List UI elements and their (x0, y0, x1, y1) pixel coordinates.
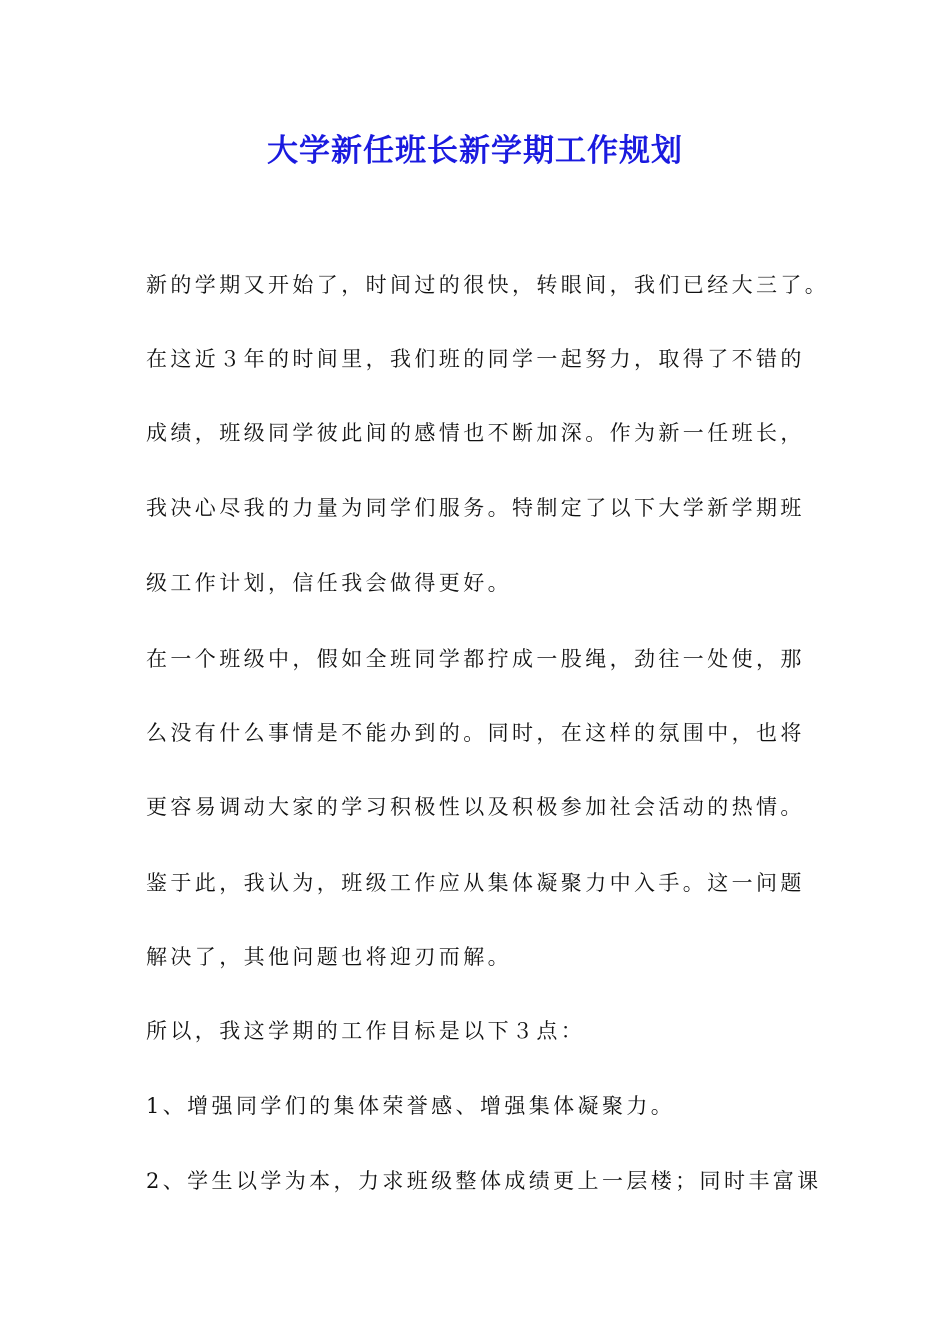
paragraph-line: 所以，我这学期的工作目标是以下３点： (146, 1019, 586, 1043)
list-item: 2、学生以学为本，力求班级整体成绩更上一层楼；同时丰富课 (146, 1169, 822, 1193)
list-item: 1、增强同学们的集体荣誉感、增强集体凝聚力。 (146, 1094, 676, 1118)
paragraph-line: 新的学期又开始了，时间过的很快，转眼间，我们已经大三了。 (146, 273, 830, 297)
paragraph-line: 么没有什么事情是不能办到的。同时，在这样的氛围中，也将 (146, 721, 805, 745)
document-title: 大学新任班长新学期工作规划 (267, 133, 683, 169)
paragraph-line: 我决心尽我的力量为同学们服务。特制定了以下大学新学期班 (146, 496, 805, 520)
paragraph-line: 鉴于此，我认为，班级工作应从集体凝聚力中入手。这一问题 (146, 871, 805, 895)
paragraph-line: 在这近３年的时间里，我们班的同学一起努力，取得了不错的 (146, 347, 805, 371)
paragraph-line: 在一个班级中，假如全班同学都拧成一股绳，劲往一处使，那 (146, 647, 805, 671)
paragraph-line: 成绩，班级同学彼此间的感情也不断加深。作为新一任班长， (146, 421, 805, 445)
paragraph-line: 级工作计划，信任我会做得更好。 (146, 571, 512, 595)
paragraph-line: 更容易调动大家的学习积极性以及积极参加社会活动的热情。 (146, 795, 805, 819)
paragraph-line: 解决了，其他问题也将迎刃而解。 (146, 945, 512, 969)
